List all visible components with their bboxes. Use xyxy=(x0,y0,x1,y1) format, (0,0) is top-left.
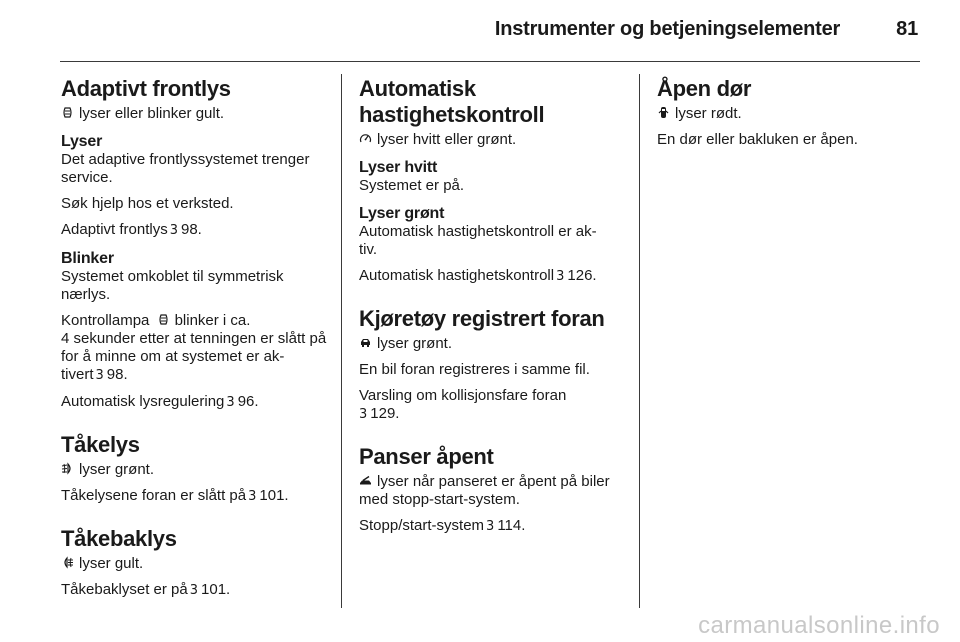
subheading: Lyser hvitt xyxy=(359,159,438,176)
vehicle-ahead-icon xyxy=(359,336,372,349)
section-title: Åpen dør xyxy=(657,76,752,101)
page-header xyxy=(0,18,918,41)
paragraph: Adaptivt frontlys 3 98. xyxy=(61,221,202,238)
page-reference[interactable]: 114. xyxy=(497,517,526,534)
page-reference[interactable]: 101. xyxy=(259,487,289,504)
page-reference-arrow-icon: 3 xyxy=(556,269,565,284)
subheading: Blinker xyxy=(61,250,114,267)
paragraph: Det adaptive frontlyssystemet trenger service. xyxy=(61,151,310,186)
paragraph: Kontrollampa blinker i ca. 4 sekunder etter at tenningen er slått på for å minne om at systemet er ak- tivert 3 98. xyxy=(61,312,327,383)
section-title: Tåkebaklys xyxy=(61,526,177,551)
rear-fog-light-icon xyxy=(61,556,74,569)
paragraph: En bil foran registreres i samme fil. xyxy=(359,361,590,378)
paragraph: Automatisk hastighetskontroll er ak- tiv. xyxy=(359,223,597,258)
page-reference-arrow-icon: 3 xyxy=(359,407,368,422)
page-reference-arrow-icon: 3 xyxy=(486,519,495,534)
page-reference[interactable]: 98. xyxy=(106,366,128,383)
adaptive-headlight-icon xyxy=(61,106,74,119)
subheading: Lyser grønt xyxy=(359,205,445,222)
page-reference[interactable]: 101. xyxy=(201,581,231,598)
header-rule xyxy=(60,61,920,62)
page-reference[interactable]: 98. xyxy=(181,221,202,238)
section-intro: lyser grønt. xyxy=(359,335,627,353)
paragraph: Automatisk lysregulering 3 96. xyxy=(61,393,259,410)
column-2 xyxy=(359,76,627,536)
subheading: Lyser xyxy=(61,133,103,150)
paragraph: Stopp/start-system 3 114. xyxy=(359,517,526,534)
page-reference-arrow-icon: 3 xyxy=(169,223,178,238)
paragraph: Automatisk hastighetskontroll 3 126. xyxy=(359,267,597,284)
section-title: Adaptivt frontlys xyxy=(61,76,231,101)
section-title: Automatisk hastighetskontroll xyxy=(359,76,545,127)
column-divider xyxy=(639,74,640,608)
page-reference-arrow-icon: 3 xyxy=(248,489,257,504)
column-3 xyxy=(657,76,925,149)
page-reference[interactable]: 129. xyxy=(370,405,400,422)
door-open-icon xyxy=(657,106,670,119)
column-divider xyxy=(341,74,342,608)
section-intro: lyser hvitt eller grønt. xyxy=(359,131,627,149)
front-fog-light-icon xyxy=(61,462,74,475)
section-intro: lyser eller blinker gult. xyxy=(61,105,329,123)
page-reference-arrow-icon: 3 xyxy=(189,583,199,598)
section-title: Kjøretøy registrert foran xyxy=(359,306,605,331)
cruise-control-icon xyxy=(359,132,372,145)
page-reference[interactable]: 126. xyxy=(567,267,597,284)
adaptive-headlight-icon xyxy=(157,313,170,326)
page-reference[interactable]: 96. xyxy=(237,393,259,410)
paragraph: Tåkelysene foran er slått på 3 101. xyxy=(61,487,289,504)
section-title: Panser åpent xyxy=(359,444,494,469)
column-1 xyxy=(61,76,329,600)
paragraph: Søk hjelp hos et verksted. xyxy=(61,195,234,212)
paragraph: Tåkebaklyset er på 3 101. xyxy=(61,581,231,598)
bonnet-open-icon xyxy=(359,474,372,487)
page-reference-arrow-icon: 3 xyxy=(226,395,235,410)
paragraph: En dør eller bakluken er åpen. xyxy=(657,131,858,148)
page-number: 81 xyxy=(896,18,918,40)
paragraph: Systemet omkoblet til symmetrisk nærlys. xyxy=(61,268,284,303)
section-intro: lyser grønt. xyxy=(61,461,329,479)
paragraph: Systemet er på. xyxy=(359,177,465,194)
section-title: Tåkelys xyxy=(61,432,140,457)
page-reference-arrow-icon: 3 xyxy=(95,368,104,383)
section-intro: lyser gult. xyxy=(61,555,329,573)
paragraph: Varsling om kollisjonsfare foran 3 129. xyxy=(359,387,567,422)
section-intro: lyser når panseret er åpent på biler med stopp-start-system. xyxy=(359,473,610,508)
section-intro: lyser rødt. xyxy=(657,105,925,123)
watermark: carmanualsonline.info xyxy=(698,612,940,639)
header-title: Instrumenter og betjeningselementer xyxy=(494,18,841,40)
